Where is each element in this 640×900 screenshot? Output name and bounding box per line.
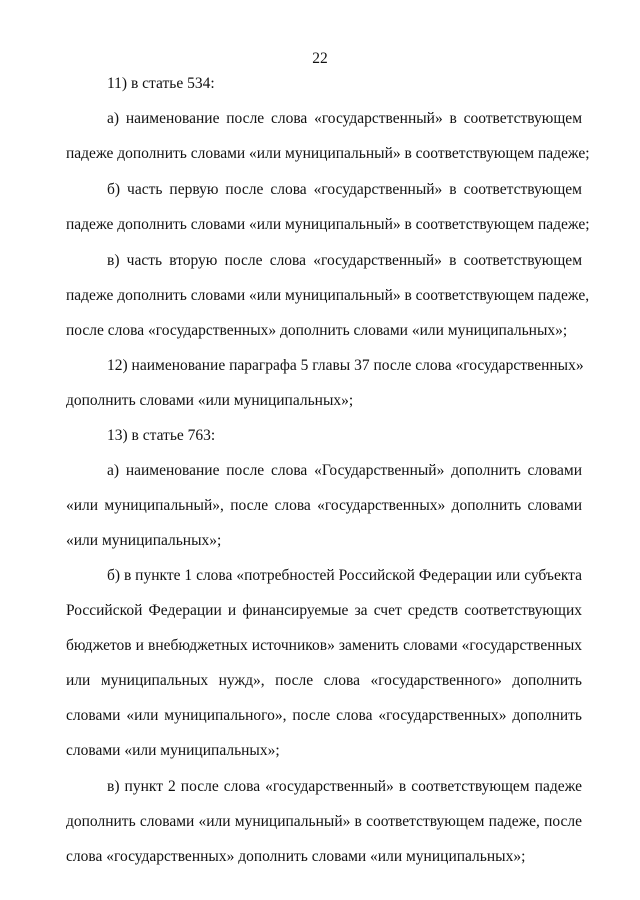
item-11a-line-1: а) наименование после слова «государственный» в соответствующем: [107, 110, 582, 127]
page-number: 22: [312, 50, 328, 67]
item-12-line-2: дополнить словами «или муниципальных»;: [66, 392, 354, 409]
item-11b-line-1: б) часть первую после слова «государственный» в соответствующем: [107, 181, 582, 198]
item-13b-line-5: словами «или муниципального», после слова «государственных» дополнить: [66, 707, 582, 724]
item-13a-line-3: «или муниципальных»;: [66, 532, 222, 549]
item-13b-line-6: словами «или муниципальных»;: [66, 742, 280, 759]
item-11v-line-2: падеже дополнить словами «или муниципальный» в соответствующем падеже,: [66, 287, 590, 304]
item-11-heading: 11) в статье 534:: [107, 75, 215, 92]
item-13v-line-1: в) пункт 2 после слова «государственный» в соответствующем падеже: [107, 778, 582, 795]
item-13-heading: 13) в статье 763:: [107, 427, 216, 444]
item-11a-line-2: падеже дополнить словами «или муниципальный» в соответствующем падеже;: [66, 145, 590, 162]
item-13b-line-2: Российской Федерации и финансируемые за счет средств соответствующих: [66, 602, 582, 619]
item-13a-line-1: а) наименование после слова «Государственный» дополнить словами: [107, 462, 582, 479]
item-13b-line-3: бюджетов и внебюджетных источников» заменить словами «государственных: [66, 637, 582, 654]
item-13v-line-3: слова «государственных» дополнить словами «или муниципальных»;: [66, 848, 526, 865]
item-11v-line-1: в) часть вторую после слова «государственный» в соответствующем: [107, 252, 582, 269]
item-13b-line-4: или муниципальных нужд», после слова «государственного» дополнить: [66, 672, 582, 689]
item-11v-line-3: после слова «государственных» дополнить словами «или муниципальных»;: [66, 322, 568, 339]
item-13b-line-1: б) в пункте 1 слова «потребностей Российской Федерации или субъекта: [107, 567, 582, 584]
item-13a-line-2: «или муниципальный», после слова «государственных» дополнить словами: [66, 497, 582, 514]
item-12-line-1: 12) наименование параграфа 5 главы 37 после слова «государственных»: [107, 357, 584, 374]
item-11b-line-2: падеже дополнить словами «или муниципальный» в соответствующем падеже;: [66, 216, 590, 233]
item-13v-line-2: дополнить словами «или муниципальный» в соответствующем падеже, после: [66, 813, 582, 830]
